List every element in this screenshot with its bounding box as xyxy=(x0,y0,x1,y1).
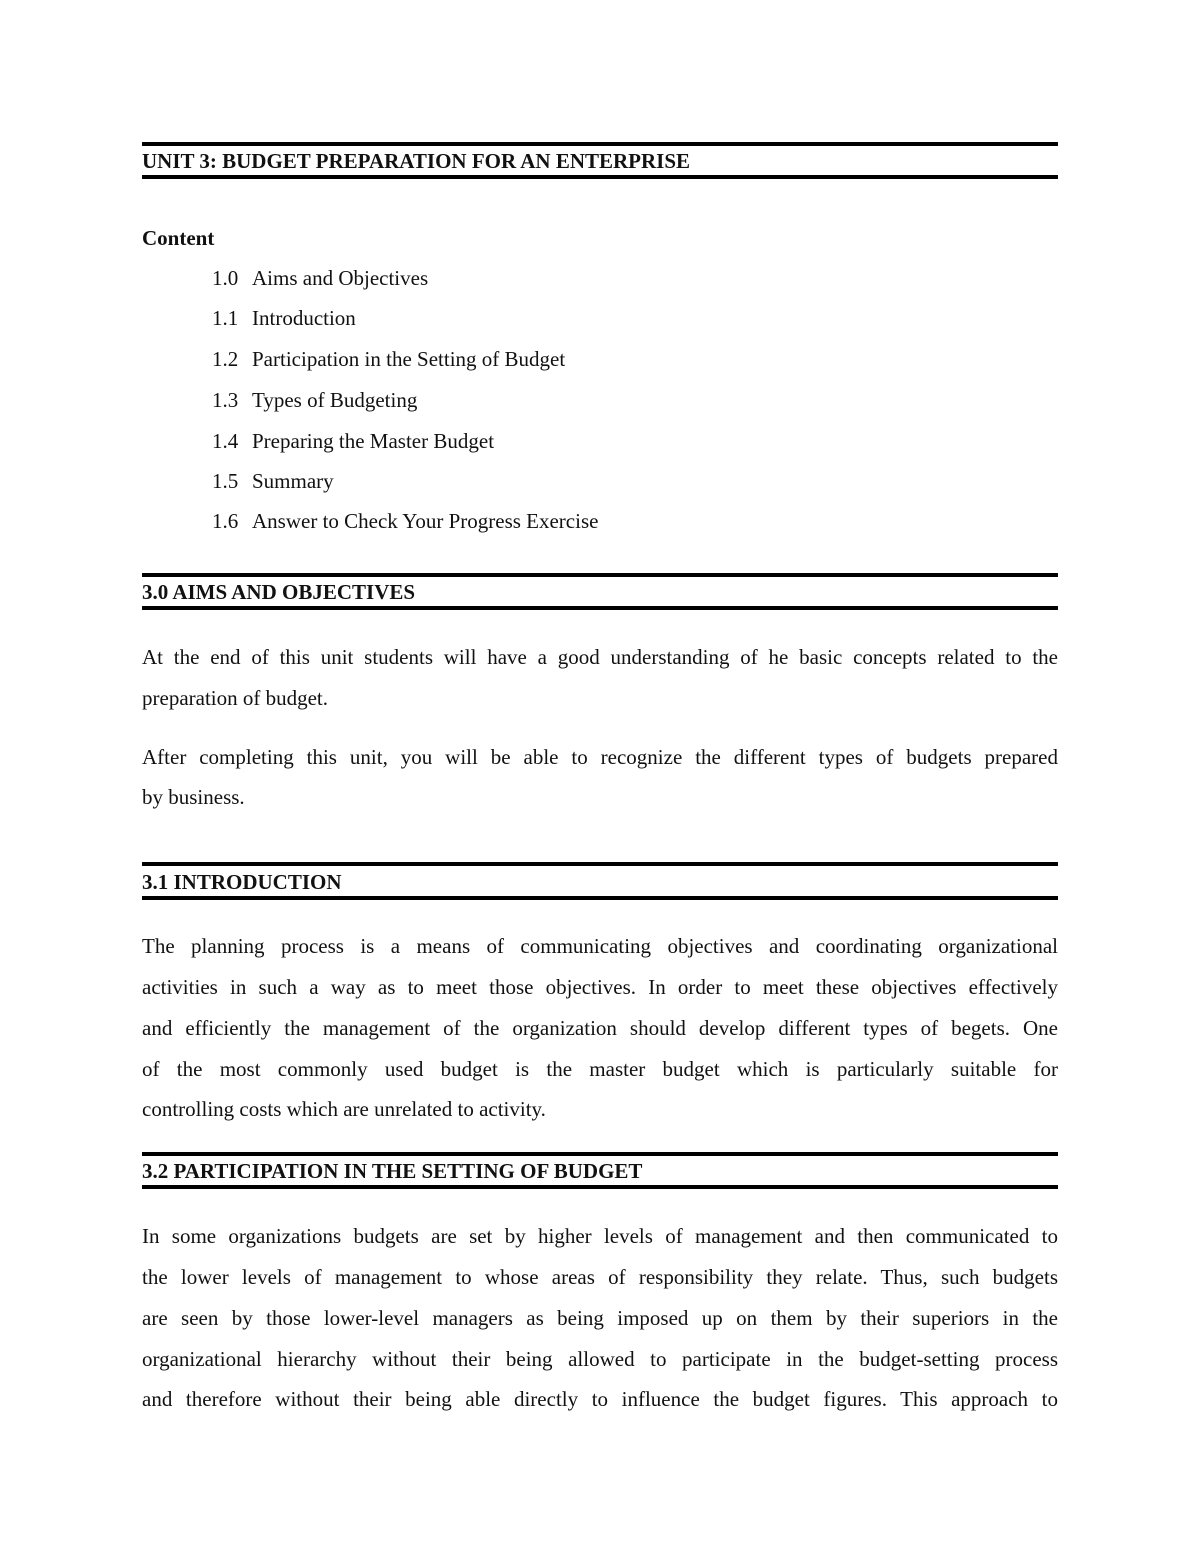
toc-number: 1.3 xyxy=(212,388,239,412)
toc-label: Preparing the Master Budget xyxy=(252,429,495,453)
toc-label: Types of Budgeting xyxy=(252,388,418,412)
toc-number: 1.5 xyxy=(212,469,239,493)
toc-item xyxy=(212,429,494,453)
intro-paragraph-line: controlling costs which are unrelated to activity. xyxy=(142,1097,546,1121)
toc-number: 1.4 xyxy=(212,429,239,453)
intro-paragraph-line: of the most commonly used budget is the master budget which is particularly suitable for xyxy=(142,1057,1058,1081)
intro-heading: 3.1 INTRODUCTION xyxy=(142,870,342,894)
toc-label: Aims and Objectives xyxy=(252,266,429,290)
aims-paragraph-line: At the end of this unit students will have a good understanding of he basic concepts related to the xyxy=(142,645,1058,669)
toc-number: 1.1 xyxy=(212,306,239,330)
intro-paragraph-line: activities in such a way as to meet those objectives. In order to meet these objectives effectively xyxy=(142,975,1058,999)
toc-item xyxy=(212,509,598,533)
toc-label: Answer to Check Your Progress Exercise xyxy=(252,509,599,533)
toc-number: 1.2 xyxy=(212,347,239,371)
toc-item xyxy=(212,266,428,290)
aims-paragraph-line: by business. xyxy=(142,785,245,809)
unit-title: UNIT 3: BUDGET PREPARATION FOR AN ENTERPRISE xyxy=(142,149,691,173)
aims-paragraph-line: After completing this unit, you will be able to recognize the different types of budgets prepared xyxy=(142,745,1058,769)
toc-item xyxy=(212,388,417,412)
toc-label: Introduction xyxy=(252,306,356,330)
participation-paragraph-line: the lower levels of management to whose areas of responsibility they relate. Thus, such budgets xyxy=(142,1265,1058,1289)
participation-paragraph-line: In some organizations budgets are set by higher levels of management and then communicated to xyxy=(142,1224,1058,1248)
toc-item xyxy=(212,469,334,493)
participation-heading: 3.2 PARTICIPATION IN THE SETTING OF BUDGET xyxy=(142,1159,643,1183)
toc-label: Participation in the Setting of Budget xyxy=(252,347,566,371)
participation-paragraph-line: are seen by those lower-level managers as being imposed up on them by their superiors in the xyxy=(142,1306,1058,1330)
toc-number: 1.0 xyxy=(212,266,239,290)
toc-label: Summary xyxy=(252,469,334,493)
aims-heading: 3.0 AIMS AND OBJECTIVES xyxy=(142,580,416,604)
toc-item xyxy=(212,347,565,371)
toc-item xyxy=(212,306,356,330)
content-label: Content xyxy=(142,226,215,250)
intro-paragraph-line: and efficiently the management of the organization should develop different types of begets. One xyxy=(142,1016,1058,1040)
aims-paragraph-line: preparation of budget. xyxy=(142,686,329,710)
intro-paragraph-line: The planning process is a means of communicating objectives and coordinating organizational xyxy=(142,934,1058,958)
toc-number: 1.6 xyxy=(212,509,239,533)
participation-paragraph-line: and therefore without their being able directly to influence the budget figures. This approach to xyxy=(142,1387,1058,1411)
participation-paragraph-line: organizational hierarchy without their being allowed to participate in the budget-setting process xyxy=(142,1347,1058,1371)
